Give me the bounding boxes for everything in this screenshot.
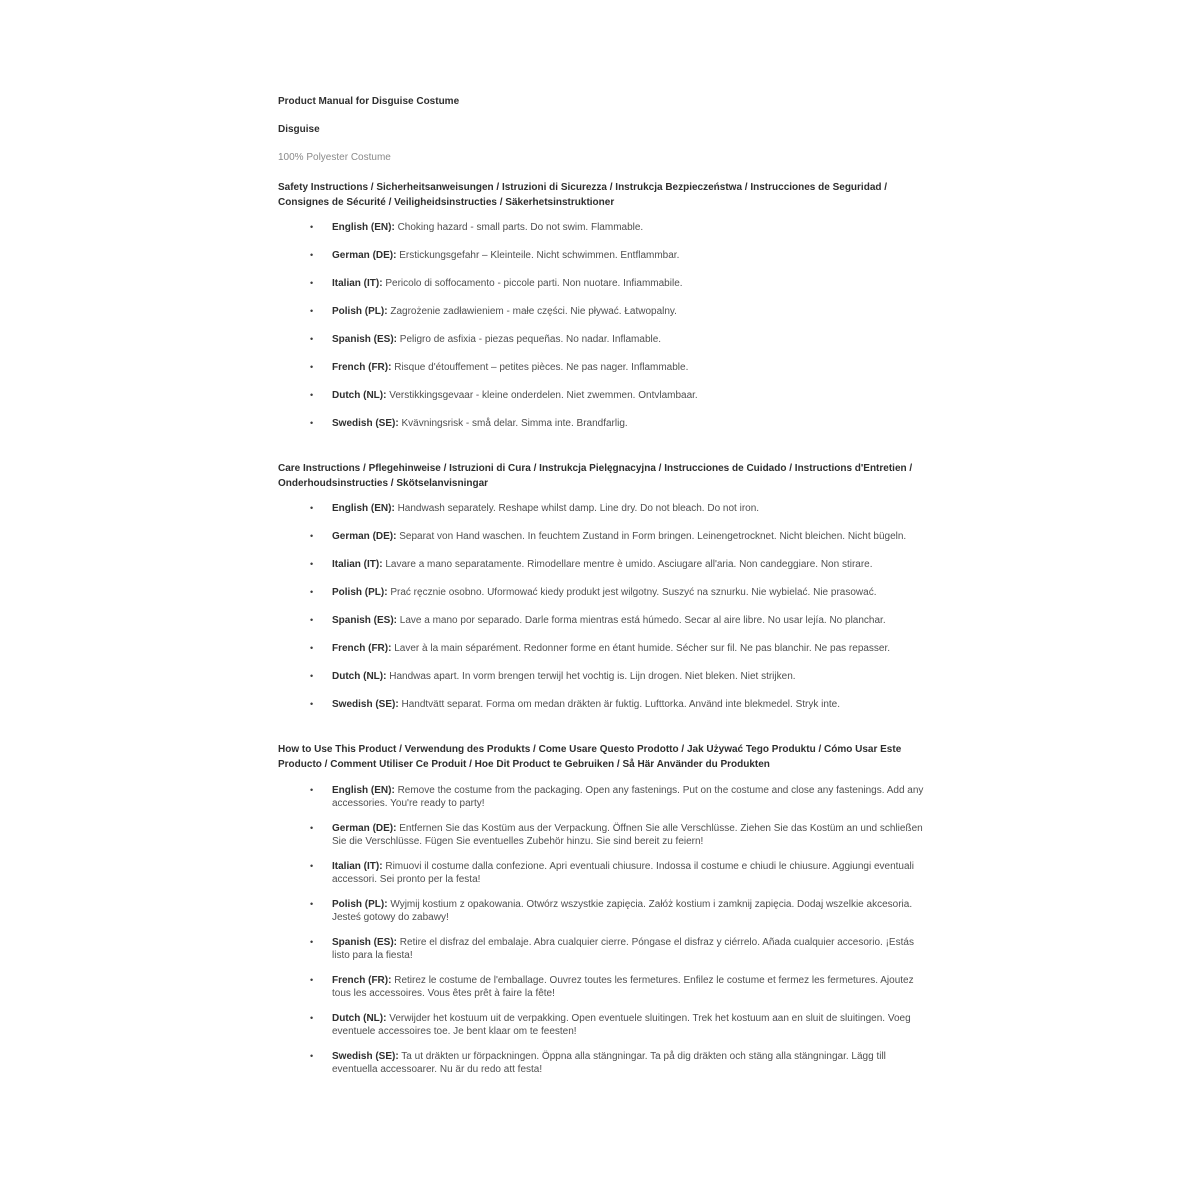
instruction-item (278, 559, 928, 570)
instruction-item (278, 250, 928, 261)
bullet-icon: • (310, 937, 314, 947)
bullet-icon: • (310, 615, 314, 625)
bullet-icon: • (310, 1013, 314, 1023)
instruction-item (278, 671, 928, 682)
instruction-text: Handwas apart. In vorm brengen terwijl het vochtig is. Lijn drogen. Niet bleken. Niet strijken. (389, 671, 796, 682)
instruction-text: Kvävningsrisk - små delar. Simma inte. Brandfarlig. (401, 418, 628, 429)
language-label: Dutch (NL): (332, 390, 387, 401)
section-care-instructions (278, 461, 928, 710)
section-how-to-use (278, 742, 928, 1076)
bullet-icon: • (310, 823, 314, 833)
bullet-icon: • (310, 699, 314, 709)
instruction-item (278, 503, 928, 514)
language-label: French (FR): (332, 362, 392, 373)
bullet-icon: • (310, 671, 314, 681)
instruction-item (278, 643, 928, 654)
bullet-icon: • (310, 222, 314, 232)
bullet-icon: • (310, 1051, 314, 1061)
instruction-text: Rimuovi il costume dalla confezione. Apri eventuali chiusure. Indossa il costume e chiudi le chiusure. Aggiungi eventuali accessori. Sei pronto per la festa! (332, 861, 914, 885)
bullet-icon: • (310, 306, 314, 316)
instruction-text: Risque d'étouffement – petites pièces. Ne pas nager. Inflammable. (394, 362, 689, 373)
bullet-icon: • (310, 278, 314, 288)
instruction-text: Verstikkingsgevaar - kleine onderdelen. Niet zwemmen. Ontvlambaar. (389, 390, 698, 401)
instruction-text: Zagrożenie zadławieniem - małe części. Nie pływać. Łatwopalny. (390, 306, 677, 317)
page-title: Product Manual for Disguise Costume (278, 96, 460, 107)
bullet-icon: • (310, 362, 314, 372)
instruction-text: Verwijder het kostuum uit de verpakking. Open eventuele sluitingen. Trek het kostuum aan en sluit de sluitingen. Voeg eventuele accessoires toe. Je bent klaar om te feesten! (332, 1013, 911, 1037)
instruction-text: Laver à la main séparément. Redonner forme en étant humide. Sécher sur fil. Ne pas blanchir. Ne pas repasser. (394, 643, 891, 654)
language-label: Spanish (ES): (332, 937, 398, 948)
instruction-text: Remove the costume from the packaging. Open any fastenings. Put on the costume and close any fastenings. Add any accessories. You're ready to party! (332, 785, 924, 809)
brand-name: Disguise (278, 124, 320, 135)
language-label: Italian (IT): (332, 861, 383, 872)
instruction-text: Lavare a mano separatamente. Rimodellare mentre è umido. Asciugare all'aria. Non candeggiare. Non stirare. (385, 559, 873, 570)
language-label: Swedish (SE): (332, 418, 399, 429)
instruction-item (278, 1012, 928, 1038)
language-label: Dutch (NL): (332, 1013, 387, 1024)
language-label: German (DE): (332, 250, 397, 261)
language-label: German (DE): (332, 531, 397, 542)
instruction-text: Handwash separately. Reshape whilst damp. Line dry. Do not bleach. Do not iron. (397, 503, 760, 514)
instruction-text: Prać ręcznie osobno. Uformować kiedy produkt jest wilgotny. Suszyć na sznurku. Nie wybielać. Nie prasować. (390, 587, 877, 598)
instruction-text: Pericolo di soffocamento - piccole parti. Non nuotare. Infiammabile. (385, 278, 683, 289)
instruction-text: Ta ut dräkten ur förpackningen. Öppna alla stängningar. Ta på dig dräkten och stäng alla stängningar. Lägg till eventuella accessoarer. Nu är du redo att festa! (332, 1051, 886, 1075)
bullet-icon: • (310, 785, 314, 795)
language-label: English (EN): (332, 503, 395, 514)
instruction-text: Choking hazard - small parts. Do not swim. Flammable. (397, 222, 644, 233)
care-instructions-list (278, 503, 928, 710)
instruction-item (278, 699, 928, 710)
instruction-item (278, 222, 928, 233)
instruction-text: Entfernen Sie das Kostüm aus der Verpackung. Öffnen Sie alle Verschlüsse. Ziehen Sie das Kostüm an und schließen Sie die Verschlüsse. Fügen Sie eventuelles Zubehör hinzu. Sie sind bereit zu feiern! (332, 823, 923, 847)
instruction-item (278, 278, 928, 289)
instruction-item (278, 306, 928, 317)
instruction-item (278, 1050, 928, 1076)
bullet-icon: • (310, 503, 314, 513)
language-label: English (EN): (332, 222, 395, 233)
safety-instructions-list (278, 222, 928, 429)
language-label: Polish (PL): (332, 306, 388, 317)
language-label: German (DE): (332, 823, 397, 834)
section-heading: How to Use This Product / Verwendung des Produkts / Come Usare Questo Prodotto / Jak Używać Tego Produktu / Cómo Usar Este Producto / Comment Utiliser Ce Produit / Hoe Dit Product te Gebruiken / Så Här Använder du Produkten (278, 744, 902, 770)
instruction-text: Peligro de asfixia - piezas pequeñas. No nadar. Inflamable. (399, 334, 662, 345)
section-heading: Safety Instructions / Sicherheitsanweisungen / Istruzioni di Sicurezza / Instrukcja Bezpieczeństwa / Instrucciones de Seguridad / Consignes de Sécurité / Veiligheidsinstructies / Säkerhetsinstruktioner (278, 182, 888, 208)
language-label: Italian (IT): (332, 278, 383, 289)
instruction-item (278, 974, 928, 1000)
instruction-item (278, 615, 928, 626)
bullet-icon: • (310, 899, 314, 909)
bullet-icon: • (310, 334, 314, 344)
instruction-item (278, 390, 928, 401)
language-label: Polish (PL): (332, 899, 388, 910)
bullet-icon: • (310, 643, 314, 653)
bullet-icon: • (310, 250, 314, 260)
material-line: 100% Polyester Costume (278, 152, 391, 163)
language-label: French (FR): (332, 975, 392, 986)
instruction-item (278, 362, 928, 373)
instruction-item (278, 860, 928, 886)
language-label: Swedish (SE): (332, 1051, 399, 1062)
instruction-text: Erstickungsgefahr – Kleinteile. Nicht schwimmen. Entflammbar. (399, 250, 680, 261)
instruction-item (278, 334, 928, 345)
instruction-item (278, 531, 928, 542)
language-label: Italian (IT): (332, 559, 383, 570)
language-label: French (FR): (332, 643, 392, 654)
instruction-text: Separat von Hand waschen. In feuchtem Zustand in Form bringen. Leinengetrocknet. Nicht bleichen. Nicht bügeln. (399, 531, 907, 542)
instruction-item (278, 784, 928, 810)
bullet-icon: • (310, 418, 314, 428)
language-label: Polish (PL): (332, 587, 388, 598)
how-to-use-list (278, 784, 928, 1076)
section-divider-space (278, 446, 928, 461)
bullet-icon: • (310, 861, 314, 871)
instruction-item (278, 936, 928, 962)
instruction-text: Retirez le costume de l'emballage. Ouvrez toutes les fermetures. Enfilez le costume et fermez les fermetures. Ajoutez tous les accessoires. Vous êtes prêt à faire la fête! (332, 975, 914, 999)
instruction-item (278, 418, 928, 429)
document-page (278, 96, 928, 1088)
bullet-icon: • (310, 559, 314, 569)
bullet-icon: • (310, 587, 314, 597)
language-label: Spanish (ES): (332, 615, 398, 626)
bullet-icon: • (310, 975, 314, 985)
instruction-text: Lave a mano por separado. Darle forma mientras está húmedo. Secar al aire libre. No usar lejía. No planchar. (399, 615, 886, 626)
instruction-text: Retire el disfraz del embalaje. Abra cualquier cierre. Póngase el disfraz y ciérrelo. Añada cualquier accesorio. ¡Estás listo para la fiesta! (332, 937, 914, 961)
instruction-text: Handtvätt separat. Forma om medan dräkten är fuktig. Lufttorka. Använd inte blekmedel. Stryk inte. (401, 699, 841, 710)
section-divider-space (278, 727, 928, 742)
section-heading: Care Instructions / Pflegehinweise / Istruzioni di Cura / Instrukcja Pielęgnacyjna / Instrucciones de Cuidado / Instructions d'Entretien / Onderhoudsinstructies / Skötselanvisningar (278, 463, 913, 489)
instruction-item (278, 587, 928, 598)
instruction-text: Wyjmij kostium z opakowania. Otwórz wszystkie zapięcia. Załóż kostium i zamknij zapięcia. Dodaj wszelkie akcesoria. Jesteś gotowy do zabawy! (332, 899, 913, 923)
bullet-icon: • (310, 531, 314, 541)
language-label: Spanish (ES): (332, 334, 398, 345)
language-label: Swedish (SE): (332, 699, 399, 710)
language-label: Dutch (NL): (332, 671, 387, 682)
bullet-icon: • (310, 390, 314, 400)
section-safety-instructions (278, 180, 928, 429)
instruction-item (278, 898, 928, 924)
instruction-item (278, 822, 928, 848)
language-label: English (EN): (332, 785, 395, 796)
